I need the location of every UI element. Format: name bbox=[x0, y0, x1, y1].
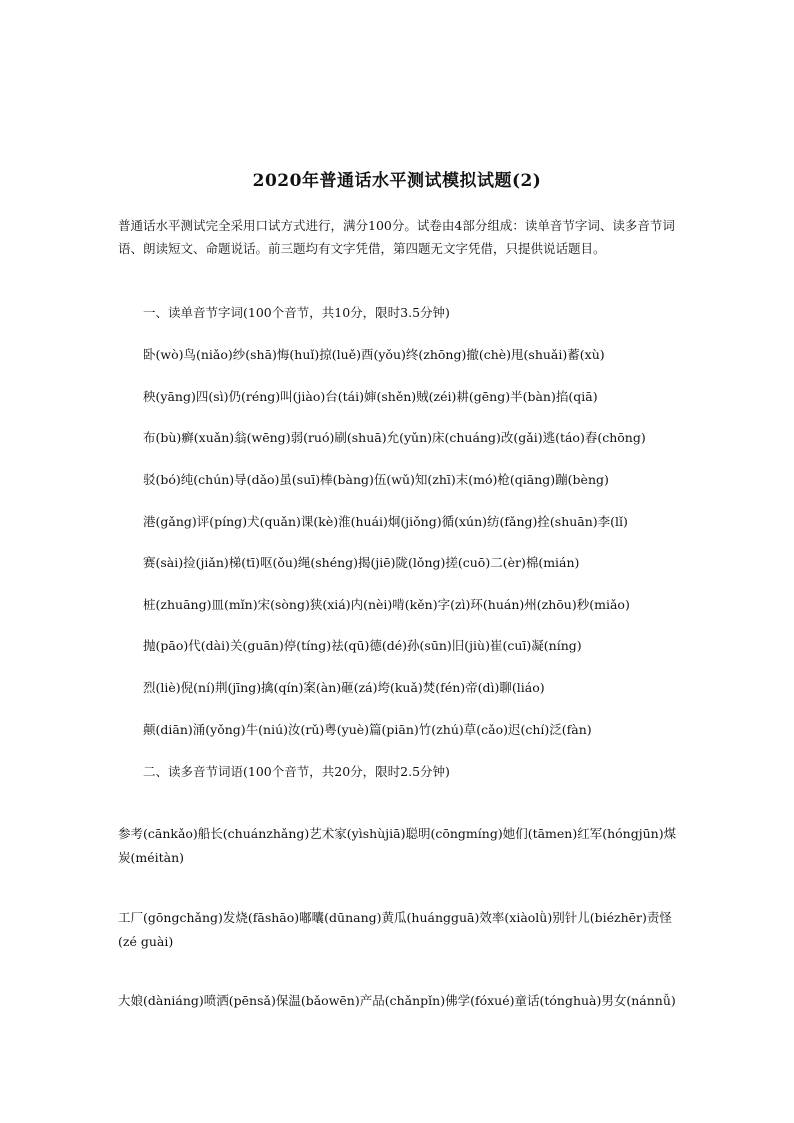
syllable-row: 卧(wò)鸟(niǎo)纱(shā)悔(huǐ)掠(luě)酉(yǒu)终(zhōng)撤(chè)甩(shuǎi)蓄(xù) bbox=[143, 347, 605, 362]
syllable-row: 赛(sài)捡(jiǎn)梯(tī)呕(ǒu)绳(shéng)揭(jiē)陇(lǒng)搓(cuō)二(èr)棉(mián) bbox=[143, 555, 580, 570]
word-paragraph: 参考(cānkǎo)船长(chuánzhǎng)艺术家(yìshùjiā)聪明(cōngmíng)她们(tāmen)红军(hóngjūn)煤炭(méitàn) bbox=[118, 826, 677, 865]
syllable-row: 烈(liè)倪(ní)荆(jīng)擒(qín)案(àn)砸(zá)垮(kuǎ)焚(fén)帝(dì)聊(liáo) bbox=[143, 680, 545, 695]
syllable-row: 颠(diān)涌(yǒng)牛(niú)汝(rǔ)粤(yuè)篇(piān)竹(zhú)草(cǎo)迟(chí)泛(fàn) bbox=[143, 722, 592, 737]
word-paragraph: 工厂(gōngchǎng)发烧(fāshāo)嘟囔(dūnang)黄瓜(huángguā)效率(xiàolǜ)别针儿(biézhēr)责怪(zé guài) bbox=[118, 910, 672, 949]
intro-paragraph: 普通话水平测试完全采用口试方式进行，满分100分。试卷由4部分组成：读单音节字词、读多音节词语、朗读短文、命题说话。前三题均有文字凭借，第四题无文字凭借，只提供说话题目。 bbox=[118, 218, 675, 256]
word-paragraph: 大娘(dàniáng)喷洒(pēnsǎ)保温(bǎowēn)产品(chǎnpǐn)佛学(fóxué)童话(tónghuà)男女(nánnǚ) bbox=[118, 993, 676, 1008]
syllable-row: 驳(bó)纯(chún)导(dǎo)虽(suī)棒(bàng)伍(wǔ)知(zhī)末(mó)枪(qiāng)蹦(bèng) bbox=[143, 472, 609, 487]
syllable-row: 抛(pāo)代(dài)关(guān)停(tíng)祛(qū)德(dé)孙(sūn)旧(jiù)崔(cuī)凝(níng) bbox=[143, 638, 582, 653]
document-title: 2020年普通话水平测试模拟试题(2) bbox=[252, 171, 542, 191]
syllable-row: 布(bù)癣(xuǎn)翁(wēng)弱(ruó)刷(shuā)允(yǔn)床(chuáng)改(gǎi)逃(táo)舂(chōng) bbox=[143, 430, 646, 445]
syllable-row: 桩(zhuāng)皿(mǐn)宋(sòng)狭(xiá)内(nèi)啃(kěn)字(zì)环(huán)州(zhōu)秒(miǎo) bbox=[143, 597, 630, 612]
syllable-row: 港(gǎng)评(píng)犬(quǎn)课(kè)淮(huái)炯(jiǒng)循(xún)纺(fǎng)拴(shuān)李(lǐ) bbox=[143, 514, 628, 529]
section1-heading: 一、读单音节字词(100个音节，共10分，限时3.5分钟) bbox=[143, 305, 450, 320]
section2-heading: 二、读多音节词语(100个音节，共20分，限时2.5分钟) bbox=[143, 764, 450, 779]
syllable-row: 秧(yāng)四(sì)仍(réng)叫(jiào)台(tái)婶(shěn)贼(zéi)耕(gēng)半(bàn)掐(qiā) bbox=[143, 389, 598, 404]
